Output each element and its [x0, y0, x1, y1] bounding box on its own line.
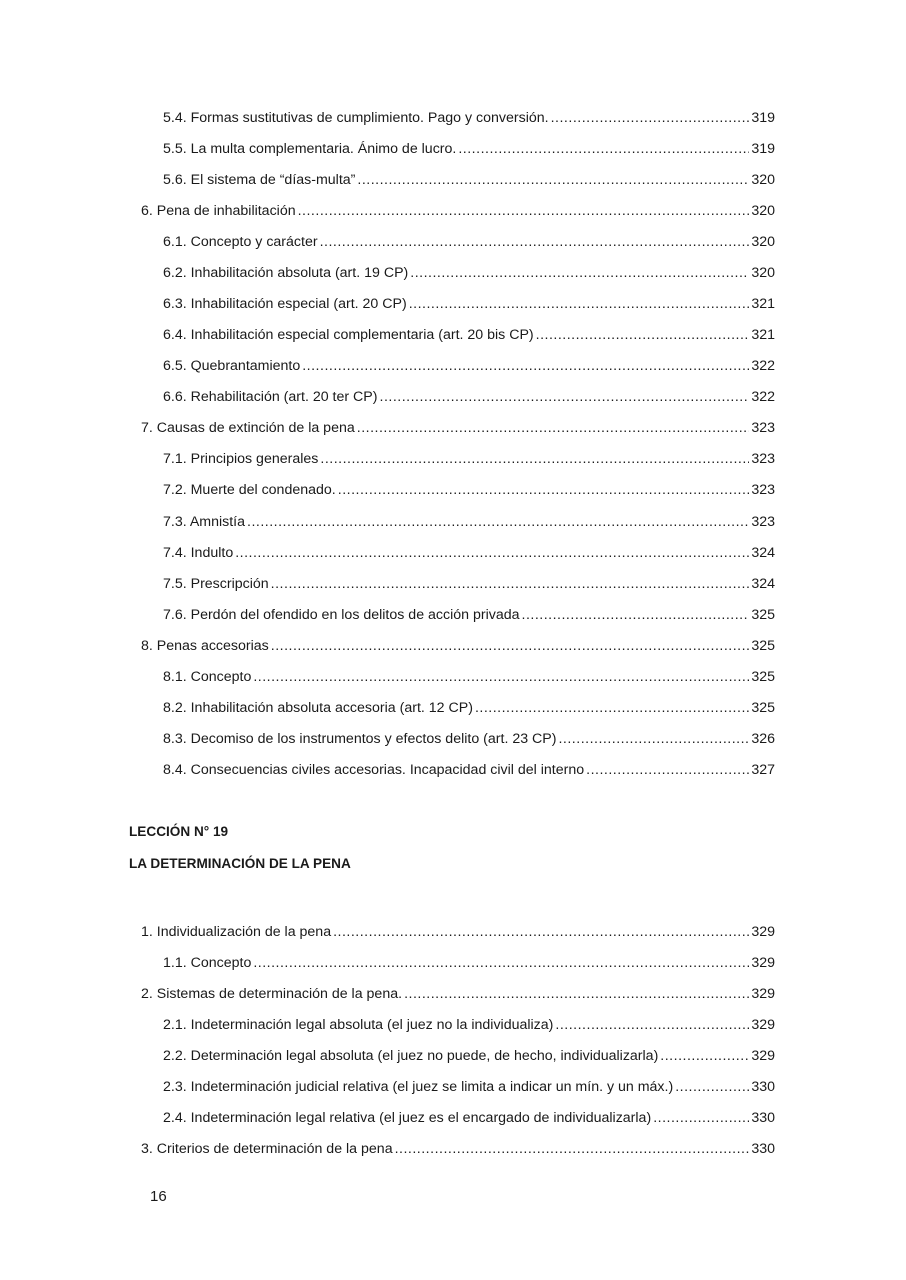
toc-entry[interactable]: [163, 481, 775, 499]
toc-entry[interactable]: [163, 954, 775, 972]
dot-leader: [357, 419, 750, 437]
dot-leader: [380, 388, 750, 406]
toc-entry[interactable]: [141, 202, 775, 220]
toc-entry-page: 330: [751, 1141, 775, 1157]
dot-leader: [522, 606, 750, 624]
toc-entry-page: 323: [751, 514, 775, 530]
toc-entry-label: 6.5. Quebrantamiento: [163, 358, 301, 374]
toc-entry-label: 2. Sistemas de determinación de la pena.: [141, 986, 403, 1002]
toc-entry-page: 320: [751, 234, 775, 250]
toc-entry-label: 1. Individualización de la pena: [141, 924, 332, 940]
dot-leader: [475, 699, 749, 717]
toc-entry[interactable]: [163, 450, 775, 468]
toc-entry[interactable]: [163, 357, 775, 375]
toc-entry-page: 330: [751, 1079, 775, 1095]
toc-entry[interactable]: [141, 923, 775, 941]
dot-leader: [271, 637, 750, 655]
toc-entry-label: 2.2. Determinación legal absoluta (el juez no puede, de hecho, individualizarla): [163, 1048, 659, 1064]
toc-entry[interactable]: [163, 295, 775, 313]
toc-entry-label: 8. Penas accesorias: [141, 638, 269, 654]
dot-leader: [298, 202, 750, 220]
toc-entry[interactable]: [163, 1047, 775, 1065]
toc-entry[interactable]: [163, 668, 775, 686]
dot-leader: [247, 513, 749, 531]
toc-entry-page: 321: [751, 327, 775, 343]
toc-entry-page: 325: [751, 638, 775, 654]
toc-entry[interactable]: [163, 171, 775, 189]
toc-entry-label: 6.4. Inhabilitación especial complementaria (art. 20 bis CP): [163, 327, 534, 343]
dot-leader: [320, 450, 749, 468]
toc-entry[interactable]: [163, 388, 775, 406]
dot-leader: [338, 481, 750, 499]
dot-leader: [586, 761, 749, 779]
toc-entry[interactable]: [141, 419, 775, 437]
lesson-number: LECCIÓN N° 19: [129, 824, 229, 839]
dot-leader: [555, 1016, 749, 1034]
toc-entry-page: 326: [751, 731, 775, 747]
toc-entry-page: 329: [751, 1048, 775, 1064]
dot-leader: [320, 233, 750, 251]
toc-entry-label: 7.4. Indulto: [163, 545, 234, 561]
toc-entry-page: 325: [751, 669, 775, 685]
toc-entry-page: 320: [751, 172, 775, 188]
page-number: 16: [150, 1188, 167, 1205]
dot-leader: [253, 954, 749, 972]
toc-entry[interactable]: [163, 730, 775, 748]
toc-entry-page: 322: [751, 358, 775, 374]
toc-entry-label: 6. Pena de inhabilitación: [141, 203, 296, 219]
toc-entry-label: 8.1. Concepto: [163, 669, 252, 685]
toc-entry[interactable]: [163, 264, 775, 282]
toc-entry-page: 329: [751, 955, 775, 971]
toc-entry[interactable]: [163, 140, 775, 158]
toc-entry[interactable]: [163, 606, 775, 624]
toc-entry[interactable]: [163, 326, 775, 344]
toc-entry-label: 7.5. Prescripción: [163, 576, 269, 592]
toc-entry[interactable]: [163, 699, 775, 717]
toc-entry-page: 319: [751, 110, 775, 126]
toc-entry-page: 325: [751, 607, 775, 623]
toc-entry[interactable]: [163, 513, 775, 531]
toc-entry[interactable]: [163, 109, 775, 127]
toc-entry[interactable]: [163, 1078, 775, 1096]
toc-entry-label: 7.3. Amnistía: [163, 514, 246, 530]
toc-entry-label: 7.1. Principios generales: [163, 451, 319, 467]
toc-entry[interactable]: [163, 1109, 775, 1127]
toc-entry-label: 5.5. La multa complementaria. Ánimo de lucro.: [163, 141, 457, 157]
toc-entry-label: 8.3. Decomiso de los instrumentos y efectos delito (art. 23 CP): [163, 731, 557, 747]
toc-entry-page: 327: [751, 762, 775, 778]
dot-leader: [357, 171, 749, 189]
toc-entry-page: 329: [751, 986, 775, 1002]
toc-entry-page: 325: [751, 700, 775, 716]
toc-entry[interactable]: [163, 575, 775, 593]
toc-entry-label: 7. Causas de extinción de la pena: [141, 420, 355, 436]
toc-entry[interactable]: [141, 637, 775, 655]
toc-entry-page: 323: [751, 451, 775, 467]
toc-entry-label: 2.3. Indeterminación judicial relativa (el juez se limita a indicar un mín. y un máx.): [163, 1079, 674, 1095]
toc-entry-label: 5.4. Formas sustitutivas de cumplimiento. Pago y conversión.: [163, 110, 549, 126]
dot-leader: [536, 326, 750, 344]
toc-entry-label: 3. Criterios de determinación de la pena: [141, 1141, 393, 1157]
toc-entry-page: 324: [751, 545, 775, 561]
toc-entry-label: 7.6. Perdón del ofendido en los delitos de acción privada: [163, 607, 520, 623]
toc-entry-page: 322: [751, 389, 775, 405]
toc-entry-label: 6.3. Inhabilitación especial (art. 20 CP): [163, 296, 407, 312]
toc-entry-label: 2.4. Indeterminación legal relativa (el juez es el encargado de individualizarla): [163, 1110, 652, 1126]
toc-entry-page: 321: [751, 296, 775, 312]
dot-leader: [458, 140, 749, 158]
toc-entry[interactable]: [163, 761, 775, 779]
dot-leader: [404, 985, 749, 1003]
toc-entry-label: 8.4. Consecuencias civiles accesorias. Incapacidad civil del interno: [163, 762, 585, 778]
dot-leader: [410, 264, 749, 282]
toc-entry-label: 8.2. Inhabilitación absoluta accesoria (art. 12 CP): [163, 700, 473, 716]
toc-entry-label: 6.6. Rehabilitación (art. 20 ter CP): [163, 389, 378, 405]
toc-entry[interactable]: [141, 1140, 775, 1158]
toc-entry-page: 329: [751, 924, 775, 940]
toc-entry-label: 7.2. Muerte del condenado.: [163, 482, 336, 498]
toc-entry-page: 320: [751, 265, 775, 281]
dot-leader: [302, 357, 749, 375]
toc-entry-label: 5.6. El sistema de “días-multa”: [163, 172, 356, 188]
toc-entry[interactable]: [141, 985, 775, 1003]
dot-leader: [675, 1078, 749, 1096]
toc-entry-page: 330: [751, 1110, 775, 1126]
dot-leader: [653, 1109, 749, 1127]
toc-entry-page: 320: [751, 203, 775, 219]
dot-leader: [271, 575, 750, 593]
dot-leader: [551, 109, 750, 127]
toc-entry[interactable]: [163, 233, 775, 251]
toc-entry-page: 323: [751, 482, 775, 498]
toc-entry-label: 2.1. Indeterminación legal absoluta (el juez no la individualiza): [163, 1017, 554, 1033]
toc-entry-label: 6.2. Inhabilitación absoluta (art. 19 CP): [163, 265, 409, 281]
dot-leader: [409, 295, 750, 313]
toc-entry-page: 329: [751, 1017, 775, 1033]
dot-leader: [395, 1140, 750, 1158]
toc-entry-page: 324: [751, 576, 775, 592]
toc-entry-label: 1.1. Concepto: [163, 955, 252, 971]
toc-entry-page: 319: [751, 141, 775, 157]
dot-leader: [558, 730, 749, 748]
toc-entry-label: 6.1. Concepto y carácter: [163, 234, 318, 250]
dot-leader: [333, 923, 749, 941]
toc-entry[interactable]: [163, 544, 775, 562]
toc-entry[interactable]: [163, 1016, 775, 1034]
lesson-title: LA DETERMINACIÓN DE LA PENA: [129, 856, 351, 871]
dot-leader: [660, 1047, 749, 1065]
dot-leader: [235, 544, 749, 562]
toc-entry-page: 323: [751, 420, 775, 436]
dot-leader: [253, 668, 749, 686]
